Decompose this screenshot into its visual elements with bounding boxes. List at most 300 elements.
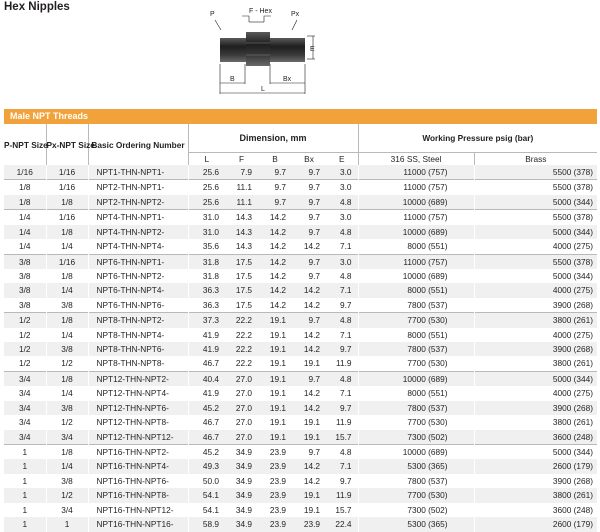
cell-pressure-brass: 3900 (268)	[474, 401, 597, 415]
cell-pressure-brass: 5000 (344)	[474, 269, 597, 283]
cell-px-size: 1/16	[46, 254, 88, 269]
cell-dim-l: 31.0	[188, 225, 225, 239]
cell-dim-f: 17.5	[235, 299, 252, 310]
cell-dim-f: 17.5	[225, 254, 258, 269]
cell-pressure-brass: 5500 (378)	[474, 180, 597, 195]
cell-dim-b: 19.1	[258, 430, 292, 445]
cell-ordering-number: NPT16-THN-NPT6-	[88, 474, 188, 488]
cell-dim-b: 23.9	[258, 445, 292, 460]
cell-dim-l: 41.9	[188, 328, 225, 342]
page-title: Hex Nipples	[4, 1, 70, 13]
cell-ordering-number: NPT2-THN-NPT2-	[88, 195, 188, 210]
cell-ordering-number: NPT16-THN-NPT2-	[88, 445, 188, 460]
cell-dim-l: 31.0	[188, 210, 225, 225]
cell-dim-b: 19.1	[269, 329, 286, 340]
cell-pressure-brass: 4000 (275)	[474, 239, 597, 254]
diagram-label-fhex: F - Hex	[249, 8, 272, 15]
diagram-label-b: B	[230, 76, 235, 83]
cell-dim-bx: 9.7	[292, 313, 326, 328]
cell-pressure-brass: 3800 (261)	[474, 488, 597, 502]
cell-ordering-number: NPT8-THN-NPT2-	[88, 313, 188, 328]
table-row	[4, 342, 597, 356]
cell-pressure-ss: 7800 (537)	[358, 298, 474, 313]
header-p-npt: P-NPT Size	[4, 139, 48, 150]
table-row	[4, 459, 597, 473]
cell-dim-bx: 14.2	[303, 388, 320, 399]
cell-dim-l: 25.6	[188, 195, 225, 210]
cell-dim-f: 14.3	[225, 210, 258, 225]
cell-px-size: 3/4	[46, 430, 88, 445]
cell-dim-b: 9.7	[258, 165, 292, 180]
cell-pressure-ss: 8000 (551)	[358, 328, 474, 342]
cell-pressure-ss: 10000 (689)	[358, 269, 474, 283]
table-row	[4, 415, 597, 429]
cell-ordering-number: NPT16-THN-NPT4-	[88, 459, 188, 473]
cell-pressure-brass: 5000 (344)	[474, 225, 597, 239]
cell-p-size: 3/8	[4, 283, 46, 297]
cell-pressure-brass: 4000 (275)	[474, 386, 597, 400]
cell-dim-bx: 14.2	[303, 329, 320, 340]
cell-p-size: 1/4	[4, 225, 46, 239]
cell-dim-f: 34.9	[225, 517, 258, 531]
cell-pressure-brass: 4000 (275)	[474, 328, 597, 342]
table-row	[4, 503, 597, 517]
cell-dim-l: 54.1	[188, 488, 225, 502]
cell-dim-b: 19.1	[269, 358, 286, 369]
cell-dim-l: 41.9	[188, 386, 225, 400]
cell-dim-bx: 9.7	[292, 210, 326, 225]
cell-pressure-ss: 11000 (757)	[358, 165, 474, 180]
hex-nipple-diagram	[205, 2, 335, 96]
cell-ordering-number: NPT16-THN-NPT8-	[88, 488, 188, 502]
cell-dim-b: 23.9	[258, 459, 292, 473]
cell-pressure-brass: 5500 (378)	[474, 165, 597, 180]
cell-dim-f: 27.0	[225, 371, 258, 386]
header-ordering: Basic Ordering Number	[88, 124, 188, 165]
cell-ordering-number: NPT1-THN-NPT1-	[88, 165, 188, 180]
cell-dim-l: 25.6	[188, 180, 225, 195]
cell-dim-f: 27.0	[235, 388, 252, 399]
cell-px-size: 3/8	[46, 342, 88, 356]
cell-p-size: 1/16	[4, 165, 46, 180]
cell-pressure-ss: 11000 (757)	[358, 254, 474, 269]
cell-dim-bx: 9.7	[292, 195, 326, 210]
cell-dim-l: 46.7	[188, 356, 225, 371]
cell-dim-l: 37.3	[188, 313, 225, 328]
cell-dim-f: 22.2	[235, 329, 252, 340]
table-row	[4, 517, 597, 531]
cell-dim-bx: 9.7	[292, 254, 326, 269]
cell-ordering-number: NPT4-THN-NPT2-	[88, 225, 188, 239]
cell-dim-e: 11.9	[326, 488, 358, 502]
table-row	[4, 356, 597, 371]
cell-ordering-number: NPT6-THN-NPT4-	[88, 283, 188, 297]
cell-pressure-brass: 3800 (261)	[474, 356, 597, 371]
diagram-label-e: E	[310, 46, 315, 53]
cell-p-size: 1/2	[18, 329, 31, 340]
cell-dim-bx: 9.7	[292, 165, 326, 180]
spec-table	[4, 124, 597, 532]
cell-p-size: 1/8	[4, 180, 46, 195]
cell-p-size: 1	[4, 517, 46, 531]
cell-dim-l: 41.9	[188, 342, 225, 356]
cell-pressure-brass: 2600 (179)	[474, 459, 597, 473]
cell-dim-f: 7.9	[225, 165, 258, 180]
cell-dim-f: 11.1	[225, 195, 258, 210]
cell-ordering-number: NPT2-THN-NPT1-	[88, 180, 188, 195]
cell-dim-bx: 9.7	[292, 225, 326, 239]
cell-dim-l: 25.6	[188, 165, 225, 180]
cell-dim-bx: 14.2	[303, 299, 320, 310]
cell-dim-f: 22.2	[225, 342, 258, 356]
cell-ordering-number: NPT12-THN-NPT6-	[88, 401, 188, 415]
cell-dim-b: 23.9	[258, 517, 292, 531]
cell-dim-e: 7.1	[340, 388, 352, 399]
cell-dim-b: 19.1	[258, 371, 292, 386]
cell-dim-f: 27.0	[225, 430, 258, 445]
cell-dim-bx: 19.1	[292, 488, 326, 502]
cell-dim-f: 34.9	[235, 504, 252, 515]
cell-dim-b: 19.1	[258, 313, 292, 328]
cell-px-size: 1/2	[46, 415, 88, 429]
header-px-npt: Px-NPT Size	[46, 124, 88, 165]
cell-pressure-ss: 5300 (365)	[358, 459, 474, 473]
cell-ordering-number: NPT8-THN-NPT8-	[88, 356, 188, 371]
cell-pressure-brass: 3900 (268)	[474, 342, 597, 356]
header-dimension: Dimension, mm	[188, 124, 358, 153]
cell-dim-e: 7.1	[340, 241, 352, 252]
cell-pressure-brass: 3800 (261)	[474, 415, 597, 429]
cell-dim-l: 35.6	[188, 239, 225, 254]
table-row	[4, 225, 597, 239]
cell-px-size: 1/8	[46, 313, 88, 328]
cell-dim-bx: 19.1	[303, 504, 320, 515]
table-row	[4, 254, 597, 269]
cell-dim-bx: 19.1	[292, 430, 326, 445]
cell-pressure-ss: 10000 (689)	[358, 371, 474, 386]
cell-dim-f: 34.9	[235, 475, 252, 486]
cell-p-size: 3/8	[18, 299, 31, 310]
cell-dim-b: 14.2	[269, 241, 286, 252]
cell-pressure-ss: 8000 (551)	[358, 239, 474, 254]
spec-table-body	[4, 165, 597, 532]
cell-p-size: 1	[4, 488, 46, 502]
cell-dim-bx: 9.7	[292, 445, 326, 460]
cell-dim-e: 9.7	[326, 401, 358, 415]
cell-px-size: 1/4	[46, 283, 88, 297]
table-row	[4, 165, 597, 180]
table-row	[4, 386, 597, 400]
cell-dim-b: 14.2	[258, 283, 292, 297]
cell-pressure-ss: 7700 (530)	[358, 488, 474, 502]
cell-px-size: 1/4	[46, 328, 88, 342]
table-row	[4, 474, 597, 488]
cell-dim-b: 19.1	[258, 401, 292, 415]
cell-ordering-number: NPT8-THN-NPT6-	[88, 342, 188, 356]
cell-dim-e: 4.8	[326, 313, 358, 328]
cell-p-size: 3/4	[4, 430, 46, 445]
header-e: E	[339, 154, 345, 164]
cell-dim-f: 22.2	[235, 358, 252, 369]
cell-ordering-number: NPT12-THN-NPT4-	[88, 386, 188, 400]
cell-dim-e: 3.0	[326, 254, 358, 269]
cell-dim-l: 45.2	[188, 445, 225, 460]
cell-px-size: 1/2	[46, 356, 88, 371]
cell-dim-f: 34.9	[225, 445, 258, 460]
cell-dim-e: 15.7	[335, 504, 352, 515]
cell-dim-e: 4.8	[326, 225, 358, 239]
cell-pressure-brass: 5000 (344)	[474, 445, 597, 460]
cell-dim-bx: 9.7	[292, 180, 326, 195]
cell-dim-bx: 14.2	[292, 342, 326, 356]
cell-dim-f: 34.9	[225, 459, 258, 473]
cell-ordering-number: NPT16-THN-NPT16-	[88, 517, 188, 531]
cell-px-size: 1/16	[46, 180, 88, 195]
cell-px-size: 3/8	[46, 474, 88, 488]
table-row	[4, 401, 597, 415]
header-pressure: Working Pressure psig (bar)	[358, 124, 597, 153]
cell-dim-bx: 14.2	[292, 401, 326, 415]
cell-dim-f: 27.0	[225, 401, 258, 415]
cell-dim-l: 46.7	[188, 415, 225, 429]
cell-pressure-ss: 10000 (689)	[358, 225, 474, 239]
cell-dim-b: 19.1	[258, 342, 292, 356]
table-row	[4, 195, 597, 210]
cell-p-size: 1/2	[4, 313, 46, 328]
cell-pressure-ss: 7800 (537)	[358, 342, 474, 356]
cell-dim-e: 7.1	[326, 459, 358, 473]
cell-pressure-brass: 3600 (248)	[474, 430, 597, 445]
cell-dim-l: 45.2	[188, 401, 225, 415]
cell-dim-e: 15.7	[326, 430, 358, 445]
cell-px-size: 1/8	[46, 445, 88, 460]
cell-dim-l: 31.8	[188, 254, 225, 269]
cell-dim-l: 40.4	[188, 371, 225, 386]
cell-dim-b: 14.2	[258, 210, 292, 225]
table-row	[4, 180, 597, 195]
cell-px-size: 1/8	[46, 269, 88, 283]
header-ss: 316 SS, Steel	[358, 153, 474, 166]
table-row	[4, 298, 597, 313]
table-row	[4, 283, 597, 297]
cell-px-size: 1	[46, 517, 88, 531]
cell-dim-f: 17.5	[235, 270, 252, 281]
cell-dim-b: 14.2	[269, 299, 286, 310]
cell-pressure-ss: 10000 (689)	[358, 195, 474, 210]
cell-pressure-ss: 8000 (551)	[358, 283, 474, 297]
cell-dim-e: 9.7	[340, 299, 352, 310]
cell-p-size: 3/4	[4, 371, 46, 386]
cell-dim-f: 27.0	[235, 417, 252, 428]
cell-ordering-number: NPT8-THN-NPT4-	[88, 328, 188, 342]
cell-ordering-number: NPT6-THN-NPT1-	[88, 254, 188, 269]
cell-px-size: 1/16	[46, 165, 88, 180]
cell-dim-b: 23.9	[269, 475, 286, 486]
cell-pressure-ss: 7800 (537)	[358, 474, 474, 488]
cell-p-size: 1/2	[18, 358, 31, 369]
cell-dim-b: 14.2	[258, 225, 292, 239]
cell-ordering-number: NPT4-THN-NPT1-	[88, 210, 188, 225]
cell-pressure-brass: 3900 (268)	[474, 298, 597, 313]
cell-dim-e: 11.9	[336, 358, 352, 369]
cell-pressure-ss: 7800 (537)	[358, 401, 474, 415]
table-row	[4, 430, 597, 445]
cell-dim-l: 58.9	[188, 517, 225, 531]
cell-pressure-brass: 3900 (268)	[474, 474, 597, 488]
cell-p-size: 3/8	[18, 270, 31, 281]
cell-dim-l: 36.3	[188, 283, 225, 297]
cell-dim-e: 11.9	[336, 417, 352, 428]
cell-pressure-ss: 7300 (502)	[358, 430, 474, 445]
cell-dim-e: 4.8	[326, 371, 358, 386]
cell-dim-b: 9.7	[258, 180, 292, 195]
cell-dim-l: 36.3	[188, 298, 225, 313]
diagram-label-l: L	[261, 86, 265, 93]
cell-p-size: 3/4	[18, 417, 31, 428]
cell-px-size: 3/8	[46, 401, 88, 415]
cell-pressure-brass: 5000 (344)	[474, 195, 597, 210]
cell-px-size: 1/8	[46, 371, 88, 386]
cell-dim-bx: 14.2	[292, 459, 326, 473]
header-f: F	[238, 154, 245, 164]
cell-p-size: 1	[22, 475, 28, 486]
table-row	[4, 210, 597, 225]
cell-dim-l: 46.7	[188, 430, 225, 445]
cell-dim-e: 3.0	[326, 180, 358, 195]
table-row	[4, 313, 597, 328]
diagram-label-p: P	[210, 11, 215, 18]
table-row	[4, 445, 597, 460]
cell-dim-b: 9.7	[258, 195, 292, 210]
cell-dim-e: 4.8	[326, 195, 358, 210]
cell-dim-bx: 9.7	[292, 371, 326, 386]
cell-px-size: 1/4	[46, 459, 88, 473]
cell-dim-b: 23.9	[258, 488, 292, 502]
header-bx: Bx	[304, 154, 314, 164]
cell-pressure-brass: 3600 (248)	[474, 503, 597, 517]
cell-p-size: 1	[22, 504, 28, 515]
cell-dim-bx: 19.1	[303, 417, 320, 428]
cell-ordering-number: NPT4-THN-NPT4-	[88, 239, 188, 254]
cell-dim-b: 14.2	[258, 254, 292, 269]
cell-p-size: 1/2	[4, 342, 46, 356]
table-row	[4, 371, 597, 386]
cell-pressure-brass: 5500 (378)	[474, 254, 597, 269]
cell-dim-l: 49.3	[188, 459, 225, 473]
cell-dim-f: 22.2	[225, 313, 258, 328]
cell-dim-f: 14.3	[235, 241, 252, 252]
header-l: L	[188, 153, 225, 166]
cell-dim-e: 3.0	[326, 165, 358, 180]
cell-pressure-ss: 7700 (530)	[358, 415, 474, 429]
table-row	[4, 269, 597, 283]
cell-dim-f: 17.5	[225, 283, 258, 297]
cell-p-size: 3/8	[4, 254, 46, 269]
table-row	[4, 239, 597, 254]
cell-dim-bx: 19.1	[303, 358, 320, 369]
cell-pressure-ss: 5300 (365)	[358, 517, 474, 531]
cell-px-size: 1/16	[46, 210, 88, 225]
cell-dim-e: 4.8	[326, 445, 358, 460]
header-b: B	[272, 154, 278, 164]
cell-dim-b: 19.1	[269, 417, 286, 428]
cell-dim-e: 22.4	[326, 517, 358, 531]
cell-dim-e: 4.8	[340, 270, 352, 281]
header-brass: Brass	[474, 153, 597, 166]
table-row	[4, 488, 597, 502]
cell-pressure-brass: 3800 (261)	[474, 313, 597, 328]
cell-dim-l: 54.1	[188, 503, 225, 517]
cell-p-size: 1/4	[18, 241, 31, 252]
cell-dim-bx: 14.2	[292, 283, 326, 297]
cell-dim-e: 3.0	[326, 210, 358, 225]
cell-ordering-number: NPT16-THN-NPT12-	[88, 503, 188, 517]
cell-dim-e: 9.7	[340, 475, 352, 486]
cell-dim-b: 19.1	[269, 388, 286, 399]
cell-pressure-ss: 11000 (757)	[358, 210, 474, 225]
cell-pressure-ss: 7300 (502)	[358, 503, 474, 517]
cell-ordering-number: NPT12-THN-NPT2-	[88, 371, 188, 386]
cell-dim-bx: 9.7	[308, 270, 320, 281]
cell-px-size: 1/2	[46, 488, 88, 502]
cell-px-size: 1/4	[46, 386, 88, 400]
cell-dim-b: 23.9	[269, 504, 286, 515]
cell-pressure-brass: 4000 (275)	[474, 283, 597, 297]
cell-ordering-number: NPT6-THN-NPT2-	[88, 269, 188, 283]
spec-table-container	[4, 109, 597, 532]
cell-pressure-brass: 2600 (179)	[474, 517, 597, 531]
cell-pressure-ss: 7700 (530)	[358, 313, 474, 328]
cell-ordering-number: NPT12-THN-NPT12-	[88, 430, 188, 445]
cell-dim-bx: 23.9	[292, 517, 326, 531]
cell-dim-f: 34.9	[225, 488, 258, 502]
cell-dim-f: 14.3	[225, 225, 258, 239]
cell-dim-bx: 14.2	[303, 475, 320, 486]
cell-p-size: 1	[4, 459, 46, 473]
cell-pressure-ss: 11000 (757)	[358, 180, 474, 195]
cell-p-size: 3/4	[18, 388, 31, 399]
cell-p-size: 3/4	[4, 401, 46, 415]
cell-ordering-number: NPT6-THN-NPT6-	[88, 298, 188, 313]
cell-dim-l: 31.8	[188, 269, 225, 283]
diagram-label-bx: Bx	[283, 76, 292, 83]
section-title-bar: Male NPT Threads	[4, 109, 597, 124]
cell-pressure-ss: 8000 (551)	[358, 386, 474, 400]
cell-dim-e: 7.1	[340, 329, 352, 340]
cell-dim-e: 9.7	[326, 342, 358, 356]
cell-pressure-brass: 5500 (378)	[474, 210, 597, 225]
diagram-label-px: Px	[291, 11, 300, 18]
cell-px-size: 3/4	[46, 503, 88, 517]
cell-pressure-ss: 7700 (530)	[358, 356, 474, 371]
cell-dim-b: 14.2	[269, 270, 286, 281]
cell-px-size: 1/8	[46, 195, 88, 210]
cell-p-size: 1/8	[4, 195, 46, 210]
cell-ordering-number: NPT12-THN-NPT8-	[88, 415, 188, 429]
cell-px-size: 3/8	[46, 298, 88, 313]
cell-p-size: 1/4	[4, 210, 46, 225]
cell-pressure-brass: 5000 (344)	[474, 371, 597, 386]
cell-px-size: 1/8	[46, 225, 88, 239]
table-row	[4, 328, 597, 342]
cell-px-size: 1/4	[46, 239, 88, 254]
cell-dim-l: 50.0	[188, 474, 225, 488]
cell-p-size: 1	[4, 445, 46, 460]
cell-pressure-ss: 10000 (689)	[358, 445, 474, 460]
cell-dim-f: 11.1	[225, 180, 258, 195]
cell-dim-e: 7.1	[326, 283, 358, 297]
cell-dim-bx: 14.2	[303, 241, 320, 252]
